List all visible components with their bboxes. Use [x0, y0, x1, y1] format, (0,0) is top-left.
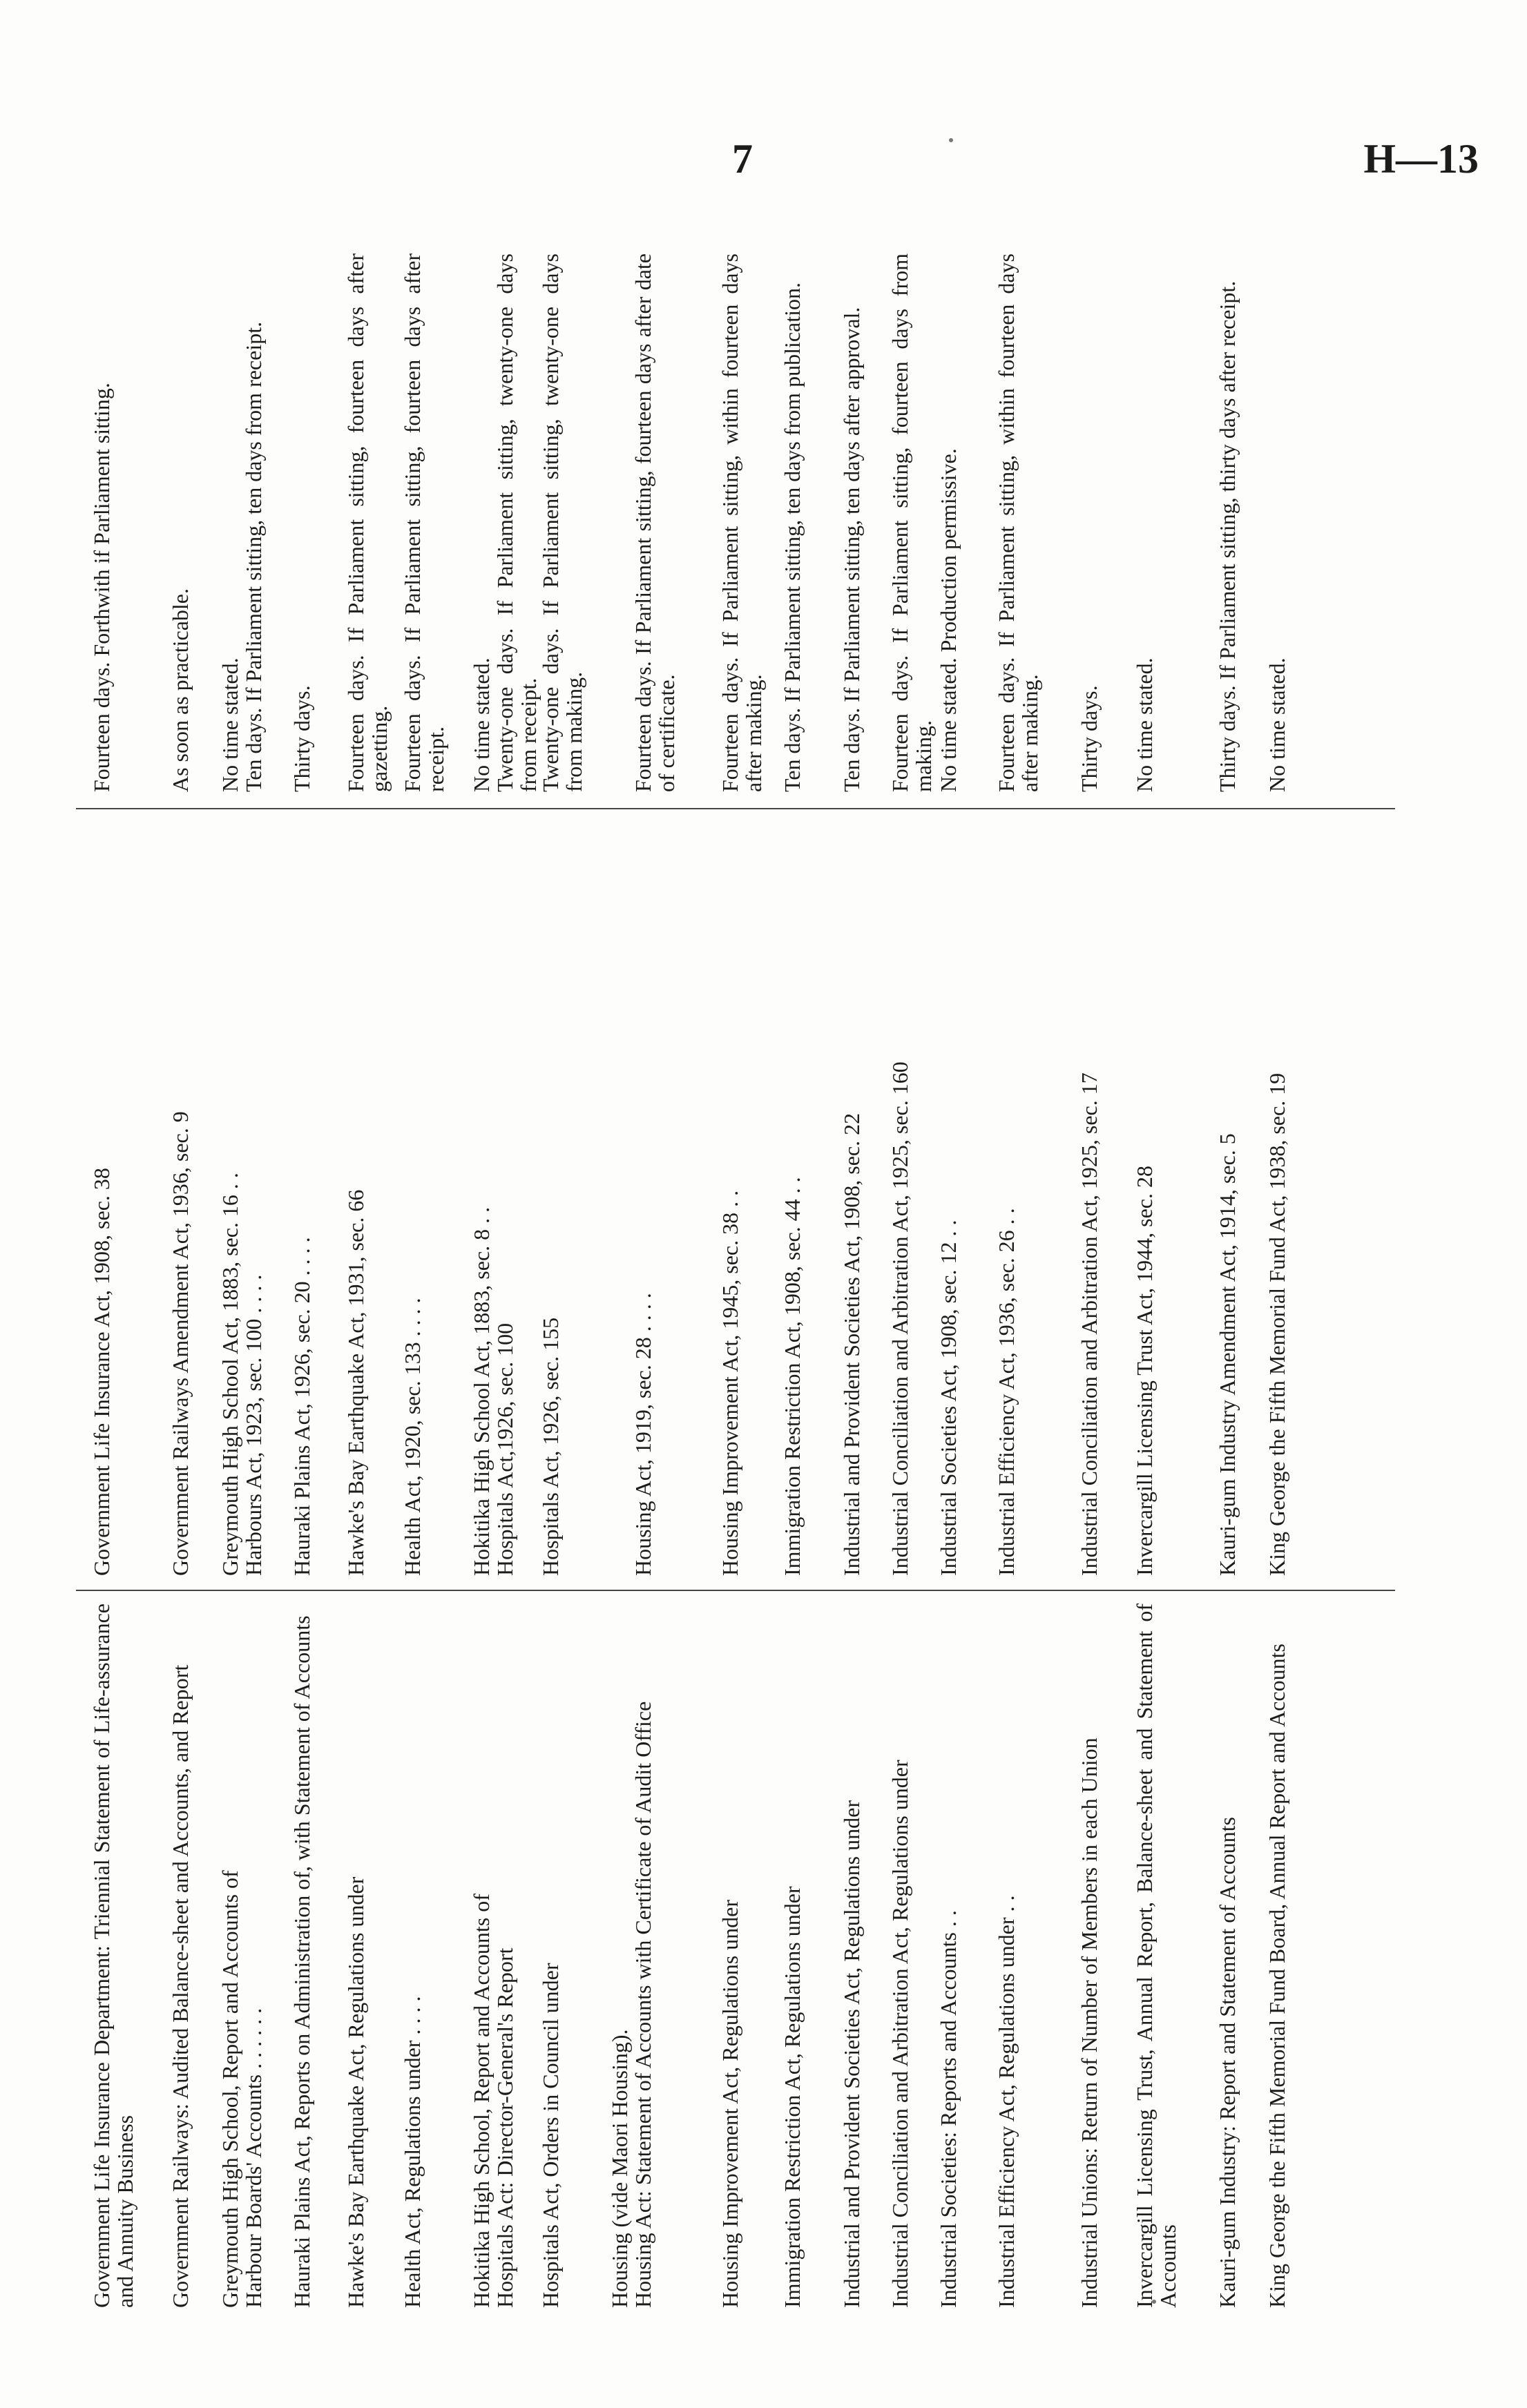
paper-title: Industrial and Provident Societies Act, Regulations under — [839, 1800, 864, 2308]
document-reference: H—13 — [1363, 136, 1479, 182]
statute-reference: Industrial Efficiency Act, 1936, sec. 26 . . — [994, 1208, 1019, 1576]
presentation-period: Thirty days. — [289, 685, 314, 792]
paper-title: Industrial Efficiency Act, Regulations under . . — [994, 1895, 1019, 2308]
presentation-period: Fourteen days. If Parliament sitting, within fourteen days after making. — [994, 253, 1042, 792]
statute-reference: Health Act, 1920, sec. 133 . . . . — [400, 1298, 425, 1576]
presentation-period: No time stated. — [469, 657, 494, 792]
statute-reference: Hawke's Bay Earthquake Act, 1931, sec. 66 — [343, 1189, 368, 1576]
statute-reference: Harbours Act, 1923, sec. 100 . . . . — [241, 1274, 266, 1576]
rotated-table-container — [83, 236, 1395, 2308]
statute-reference: Government Life Insurance Act, 1908, sec. 38 — [89, 1168, 114, 1576]
presentation-period: No time stated. Production permissive. — [936, 448, 961, 792]
column-rule — [76, 1590, 1395, 1591]
paper-title: Government Railways: Audited Balance-sheet and Accounts, and Report — [168, 1664, 193, 2308]
paper-title: Hawke's Bay Earthquake Act, Regulations under — [343, 1876, 368, 2308]
paper-title: Immigration Restriction Act, Regulations under — [780, 1886, 805, 2308]
presentation-period: Fourteen days. If Parliament sitting, within fourteen days after making. — [718, 253, 766, 792]
statute-reference: Immigration Restriction Act, 1908, sec. 44 . . — [780, 1177, 805, 1576]
presentation-period: Ten days. If Parliament sitting, ten days from publication. — [780, 282, 805, 792]
statute-reference: Industrial Societies Act, 1908, sec. 12 . . — [936, 1220, 961, 1576]
paper-title: Hokitika High School, Report and Accounts of — [469, 1894, 494, 2308]
statute-reference: Hauraki Plains Act, 1926, sec. 20 . . . . — [289, 1237, 314, 1576]
paper-title: Housing Act: Statement of Accounts with Certificate of Audit Office — [631, 1701, 655, 2308]
paper-title: Kauri-gum Industry: Report and Statement of Accounts — [1215, 1817, 1240, 2308]
presentation-period: Thirty days. — [1077, 685, 1102, 792]
paper-title: Housing (vide Maori Housing). — [607, 2029, 632, 2308]
statute-reference: King George the Fifth Memorial Fund Act, 1938, sec. 19 — [1265, 1072, 1289, 1576]
statute-reference: Invercargill Licensing Trust Act, 1944, sec. 28 — [1132, 1166, 1157, 1576]
presentation-period: No time stated. — [218, 657, 242, 792]
statute-reference: Industrial Conciliation and Arbitration Act, 1925, sec. 160 — [887, 1061, 912, 1576]
paper-title: Industrial Societies: Reports and Accounts . . — [936, 1910, 961, 2308]
paper-title: King George the Fifth Memorial Fund Board, Annual Report and Accounts — [1265, 1644, 1289, 2308]
paper-title: Hospitals Act: Director-General's Report — [492, 1947, 517, 2308]
paper-title: Invercargill Licensing Trust, Annual Report, Balance-sheet and Statement of Accounts — [1132, 1603, 1180, 2308]
presentation-period: Fourteen days. If Parliament sitting, fourteen days after gazetting. — [343, 253, 392, 792]
presentation-period: Fourteen days. If Parliament sitting, fourteen days from making. — [887, 253, 936, 792]
paper-title: Industrial Conciliation and Arbitration Act, Regulations under — [887, 1760, 912, 2308]
statute-reference: Greymouth High School Act, 1883, sec. 16 . . — [218, 1173, 242, 1576]
paper-title: Government Life Insurance Department: Triennial Statement of Life-assurance and Annuity Business — [89, 1603, 137, 2308]
presentation-period: No time stated. — [1265, 657, 1289, 792]
statute-reference: Kauri-gum Industry Amendment Act, 1914, sec. 5 — [1215, 1133, 1240, 1576]
page-number: 7 — [732, 136, 753, 182]
statute-reference: Industrial and Provident Societies Act, 1908, sec. 22 — [839, 1113, 864, 1576]
statute-reference: Hospitals Act,1926, sec. 100 — [492, 1322, 517, 1576]
paper-title: Hauraki Plains Act, Reports on Administration of, with Statement of Accounts — [289, 1615, 314, 2308]
presentation-period: Twenty-one days. If Parliament sitting, twenty-one days from making. — [538, 253, 586, 792]
statute-reference: Hospitals Act, 1926, sec. 155 — [538, 1317, 563, 1576]
presentation-period: Ten days. If Parliament sitting, ten days from receipt. — [241, 321, 266, 792]
presentation-period: Ten days. If Parliament sitting, ten days after approval. — [839, 307, 864, 792]
statute-reference: Hokitika High School Act, 1883, sec. 8 . . — [469, 1206, 494, 1576]
column-rule — [76, 808, 1395, 809]
paper-title: Hospitals Act, Orders in Council under — [538, 1963, 563, 2308]
scan-speck — [949, 138, 953, 142]
paper-title: Housing Improvement Act, Regulations under — [718, 1899, 742, 2308]
statute-reference: Industrial Conciliation and Arbitration Act, 1925, sec. 17 — [1077, 1072, 1102, 1576]
presentation-period: Thirty days. If Parliament sitting, thirty days after receipt. — [1215, 280, 1240, 792]
statute-reference: Housing Act, 1919, sec. 28 . . . . — [631, 1293, 655, 1576]
statute-reference: Government Railways Amendment Act, 1936, sec. 9 — [168, 1111, 193, 1576]
presentation-period: As soon as practicable. — [168, 588, 193, 792]
paper-title: Industrial Unions: Return of Number of Members in each Union — [1077, 1737, 1102, 2308]
paper-title: Health Act, Regulations under . . . . — [400, 1996, 425, 2308]
presentation-period: Twenty-one days. If Parliament sitting, twenty-one days from receipt. — [492, 253, 541, 792]
presentation-period: Fourteen days. Forthwith if Parliament sitting. — [89, 383, 114, 792]
presentation-period: No time stated. — [1132, 657, 1157, 792]
paper-title: Greymouth High School, Report and Accounts of — [218, 1870, 242, 2308]
presentation-period: Fourteen days. If Parliament sitting, fourteen days after receipt. — [400, 253, 448, 792]
parliamentary-papers-table — [83, 236, 1395, 2308]
statute-reference: Housing Improvement Act, 1945, sec. 38 . . — [718, 1190, 742, 1576]
paper-title: Harbour Boards' Accounts . . . . . . — [241, 2007, 266, 2308]
presentation-period: Fourteen days. If Parliament sitting, fourteen days after date of certificate. — [631, 253, 679, 792]
